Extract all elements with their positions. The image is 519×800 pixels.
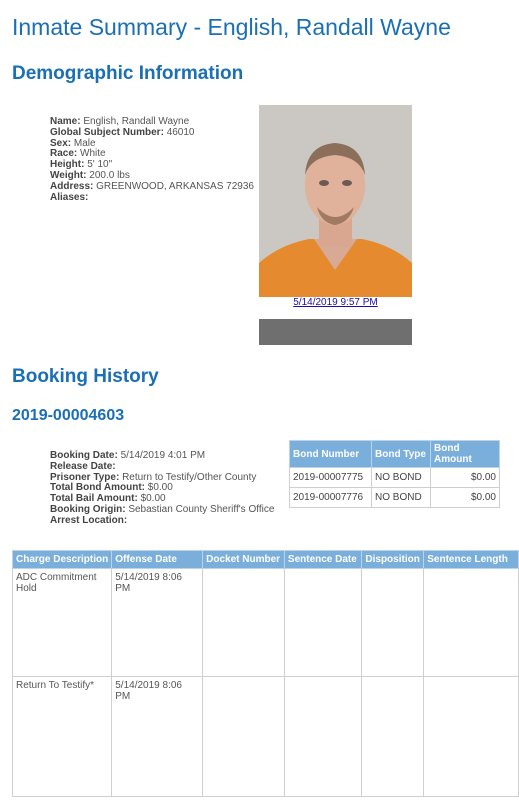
charge-description-cell: ADC Commitment Hold xyxy=(13,569,112,677)
disposition-cell xyxy=(362,677,424,797)
booking-origin-value: Sebastian County Sheriff's Office xyxy=(128,503,275,515)
bond-amount-cell: $0.00 xyxy=(431,468,500,488)
booking-info xyxy=(50,451,274,527)
total-bail-value: $0.00 xyxy=(140,493,166,505)
table-row xyxy=(290,488,500,508)
bond-number-cell: 2019-00007776 xyxy=(290,488,372,508)
photo-date-link[interactable]: 5/14/2019 9:57 PM xyxy=(293,297,378,308)
charge-description-cell: Return To Testify* xyxy=(13,677,112,797)
offense-date-header: Offense Date xyxy=(112,551,203,569)
disposition-header: Disposition xyxy=(362,551,424,569)
demographic-heading: Demographic Information xyxy=(12,63,244,84)
booking-origin-row: Booking Origin: Sebastian County Sheriff's Office xyxy=(50,503,275,515)
offense-date-cell: 5/14/2019 8:06 PM xyxy=(112,569,203,677)
gsn-value: 46010 xyxy=(166,126,195,138)
demographic-info xyxy=(50,117,254,203)
bond-type-cell: NO BOND xyxy=(372,468,431,488)
aliases-row: Aliases: xyxy=(50,191,89,203)
name-row: Name: English, Randall Wayne xyxy=(50,116,190,127)
booking-date-row: Booking Date: 5/14/2019 4:01 PM xyxy=(50,450,206,461)
table-row xyxy=(290,468,500,488)
sex-value: Male xyxy=(73,137,96,149)
disposition-cell xyxy=(362,569,424,677)
mugshot-photo xyxy=(259,105,412,297)
gsn-row: Global Subject Number: 46010 xyxy=(50,126,195,138)
total-bond-row: Total Bond Amount: $0.00 xyxy=(50,482,173,494)
page-title: Inmate Summary - English, Randall Wayne xyxy=(12,14,451,40)
charge-table xyxy=(12,550,519,797)
arrest-location-row: Arrest Location: xyxy=(50,514,128,526)
sentence-date-cell xyxy=(284,569,361,677)
booking-history-heading: Booking History xyxy=(12,366,159,387)
charge-table-header xyxy=(13,551,519,569)
height-row: Height: 5' 10" xyxy=(50,159,113,171)
bond-number-header: Bond Number xyxy=(290,441,372,468)
docket-number-cell xyxy=(203,569,285,677)
bond-amount-header: Bond Amount xyxy=(431,441,500,468)
mugshot-illustration xyxy=(259,105,412,297)
table-row xyxy=(13,677,519,797)
bond-type-cell: NO BOND xyxy=(372,488,431,508)
race-row: Race: White xyxy=(50,148,106,160)
offense-date-cell: 5/14/2019 8:06 PM xyxy=(112,677,203,797)
address-row: Address: GREENWOOD, ARKANSAS 72936 xyxy=(50,180,254,192)
docket-number-header: Docket Number xyxy=(203,551,285,569)
booking-date-value: 5/14/2019 4:01 PM xyxy=(120,450,206,461)
address-value: GREENWOOD, ARKANSAS 72936 xyxy=(96,180,254,192)
bond-type-header: Bond Type xyxy=(372,441,431,468)
booking-id: 2019-00004603 xyxy=(12,407,125,424)
sentence-length-header: Sentence Length xyxy=(424,551,519,569)
sentence-length-cell xyxy=(424,677,519,797)
race-value: White xyxy=(80,148,106,160)
prisoner-type-value: Return to Testify/Other County xyxy=(122,471,257,483)
bond-number-cell: 2019-00007775 xyxy=(290,468,372,488)
charge-description-header: Charge Description xyxy=(13,551,112,569)
bond-table-header xyxy=(290,441,500,468)
height-value: 5' 10" xyxy=(87,159,113,171)
total-bail-row: Total Bail Amount: $0.00 xyxy=(50,493,166,505)
name-value: English, Randall Wayne xyxy=(83,116,190,127)
docket-number-cell xyxy=(203,677,285,797)
sentence-date-header: Sentence Date xyxy=(284,551,361,569)
bond-table xyxy=(289,440,500,508)
weight-row: Weight: 200.0 lbs xyxy=(50,169,130,181)
weight-value: 200.0 lbs xyxy=(89,169,130,181)
sentence-length-cell xyxy=(424,569,519,677)
sex-row: Sex: Male xyxy=(50,137,96,149)
bond-amount-cell: $0.00 xyxy=(431,488,500,508)
prisoner-type-row: Prisoner Type: Return to Testify/Other County xyxy=(50,471,257,483)
release-date-row: Release Date: xyxy=(50,460,116,472)
total-bond-value: $0.00 xyxy=(147,482,173,494)
table-row xyxy=(13,569,519,677)
sentence-date-cell xyxy=(284,677,361,797)
second-photo xyxy=(259,319,412,345)
